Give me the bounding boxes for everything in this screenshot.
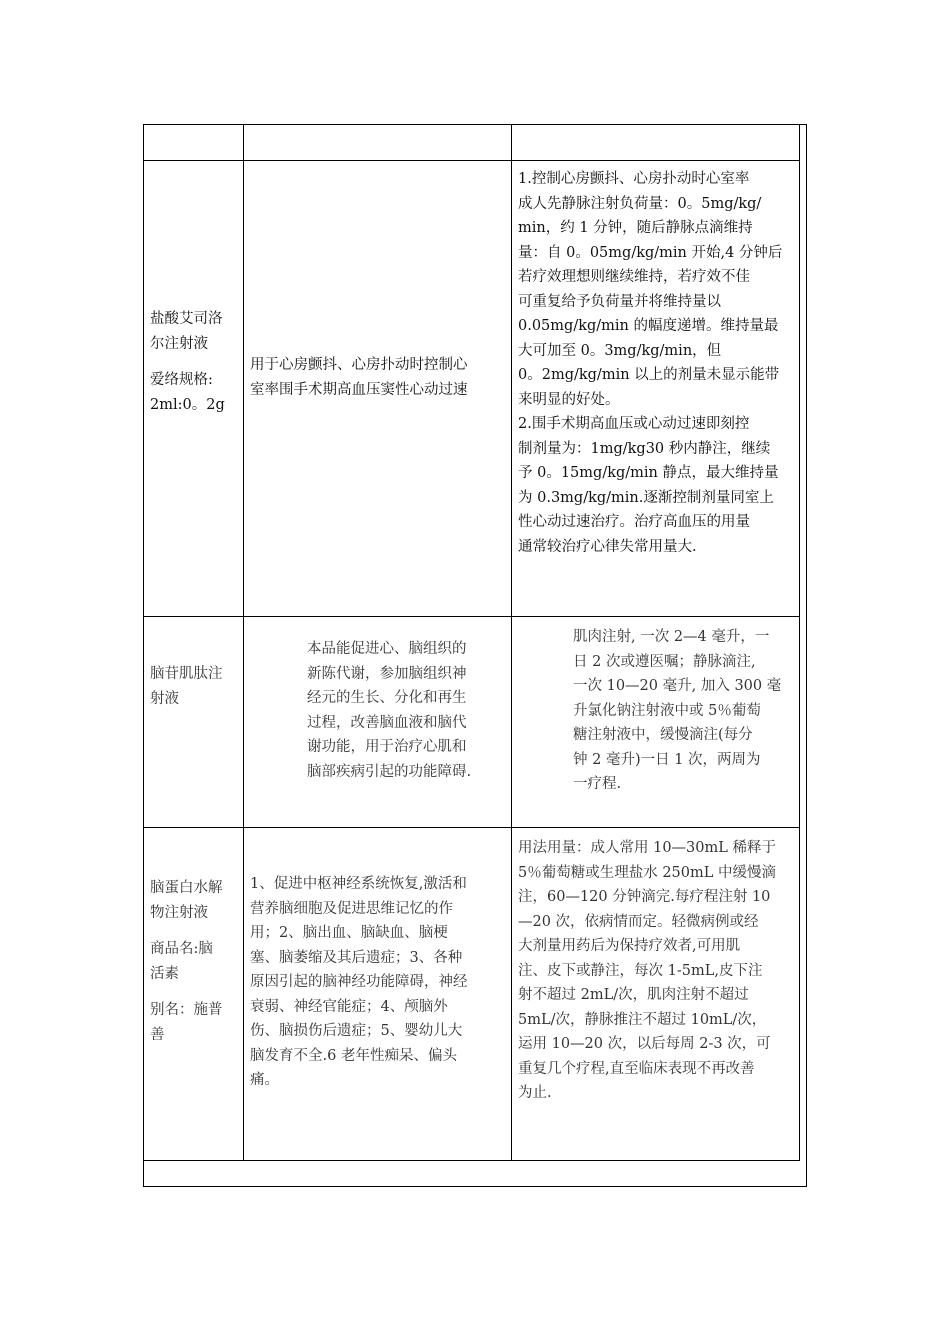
usage-cell [518,836,798,1106]
text-line: 脑部疾病引起的功能障碍. [307,763,472,780]
text-line: 衰弱、神经官能症；4、颅脑外 [250,998,448,1015]
text-line: 予 0。15mg/kg/min 静点，最大维持量 [518,465,779,481]
row-divider-4 [144,1160,800,1161]
text-line: 5mL/次，静脉推注不超过 10mL/次， [518,1011,767,1028]
text-line: 可重复给予负荷量并将维持量以 [518,293,721,310]
text-line: 运用 10—20 次，以后每周 2-3 次，可 [518,1036,771,1052]
text-line: 室率围手术期高血压窦性心动过速 [250,381,468,398]
drug-name-cell [150,307,240,417]
text-line: 别名：施普 [150,1002,223,1018]
text-line: 0.05mg/kg/min 的幅度递增。维持量最 [518,318,779,334]
usage-cell [573,625,798,797]
text-line: 日 2 次或遵医嘱；静脉滴注, [573,653,756,670]
text-line: 新陈代谢，参加脑组织神 [307,665,467,682]
text-line: 糖注射液中，缓慢滴注(每分 [573,727,753,743]
text-line: 射液 [150,690,179,707]
text-line: 脑发育不全.6 老年性痴呆、偏头 [250,1047,457,1064]
text-line: 大可加至 0。3mg/kg/min，但 [518,342,722,359]
line-gap [150,356,240,368]
text-line: 量：自 0。05mg/kg/min 开始,4 分钟后 [518,244,783,261]
line-gap [150,986,240,998]
text-line: 大剂量用药后为保持疗效者,可用肌 [518,938,741,954]
text-line: 原因引起的脑神经功能障碍，神经 [250,974,468,990]
text-line: 0。2mg/kg/min 以上的剂量未显示能带 [518,367,780,383]
text-line: 来明显的好处。 [518,391,620,408]
text-line: 过程，改善脑血液和脑代 [307,714,467,731]
text-line: 本品能促进心、脑组织的 [307,641,467,657]
text-line: 物注射液 [150,904,208,921]
text-line: 为 0.3mg/kg/min.逐渐控制剂量同室上 [518,489,774,506]
text-line: 5％葡萄糖或生理盐水 250mL 中缓慢滴 [518,864,776,881]
usage-cell [518,167,798,559]
text-line: 活素 [150,965,179,982]
text-line: 重复几个疗程,直至临床表现不再改善 [518,1060,755,1077]
text-line: 爱络规格: [150,372,213,388]
drug-name-cell [150,662,240,711]
text-line: 善 [150,1026,165,1043]
row-divider-2 [144,616,800,617]
text-line: 一疗程. [573,776,622,792]
text-line: —20 次，依病情而定。轻微病例或经 [518,913,759,930]
line-gap [150,925,240,937]
drug-name-cell [150,876,240,1047]
text-line: 谢功能，用于治疗心肌和 [307,739,467,755]
text-line: 用法用量：成人常用 10—30mL 稀释于 [518,840,776,856]
text-line: 营养脑细胞及促进思维记忆的作 [250,900,453,917]
row-divider-3 [144,827,800,828]
text-line: 脑苷肌肽注 [150,666,223,682]
text-line: 肌肉注射, 一次 2—4 毫升，一 [573,629,770,645]
text-line: 注、皮下或静注，每次 1-5mL,皮下注 [518,962,763,979]
text-line: 用；2、脑出血、脑缺血、脑梗 [250,925,448,941]
text-line: 1、促进中枢神经系统恢复,激活和 [250,876,467,892]
text-line: 脑蛋白水解 [150,880,223,896]
indication-cell [250,872,508,1093]
text-line: 尔注射液 [150,335,208,352]
text-line: 成人先静脉注射负荷量：0。5mg/kg/ [518,195,762,212]
text-line: 1.控制心房颤抖、心房扑动时心室率 [518,171,750,187]
text-line: 钟 2 毫升)一日 1 次，两周为 [573,751,761,768]
text-line: 用于心房颤抖、心房扑动时控制心 [250,357,468,373]
indication-cell [250,353,508,402]
text-line: 一次 10—20 毫升, 加入 300 毫 [573,678,782,694]
text-line: 2ml:0。2g [150,396,225,413]
text-line: 注，60—120 分钟滴完.每疗程注射 10 [518,889,771,905]
column-divider-1 [243,125,244,1160]
text-line: 性心动过速治疗。治疗高血压的用量 [518,514,750,530]
text-line: 为止. [518,1085,552,1101]
text-line: 升氯化钠注射液中或 5％葡萄 [573,702,761,719]
row-divider-1 [144,160,800,161]
text-line: 经元的生长、分化和再生 [307,690,467,706]
indication-cell [307,637,507,784]
text-line: 伤、脑损伤后遗症；5、婴幼儿大 [250,1023,463,1039]
text-line: min，约 1 分钟，随后静脉点滴维持 [518,220,753,236]
text-line: 盐酸艾司洛 [150,311,223,327]
text-line: 射不超过 2mL/次，肌肉注射不超过 [518,987,749,1003]
text-line: 痛。 [250,1072,279,1088]
text-line: 制剂量为：1mg/kg30 秒内静注，继续 [518,440,771,457]
text-line: 若疗效理想则继续维持，若疗效不佳 [518,269,750,285]
text-line: 2.围手术期高血压或心动过速即刻控 [518,416,750,432]
text-line: 塞、脑萎缩及其后遗症；3、各种 [250,949,463,966]
column-divider-2 [511,125,512,1160]
text-line: 通常较治疗心律失常用量大. [518,538,697,555]
column-divider-3 [799,125,800,1160]
text-line: 商品名:脑 [150,941,213,957]
